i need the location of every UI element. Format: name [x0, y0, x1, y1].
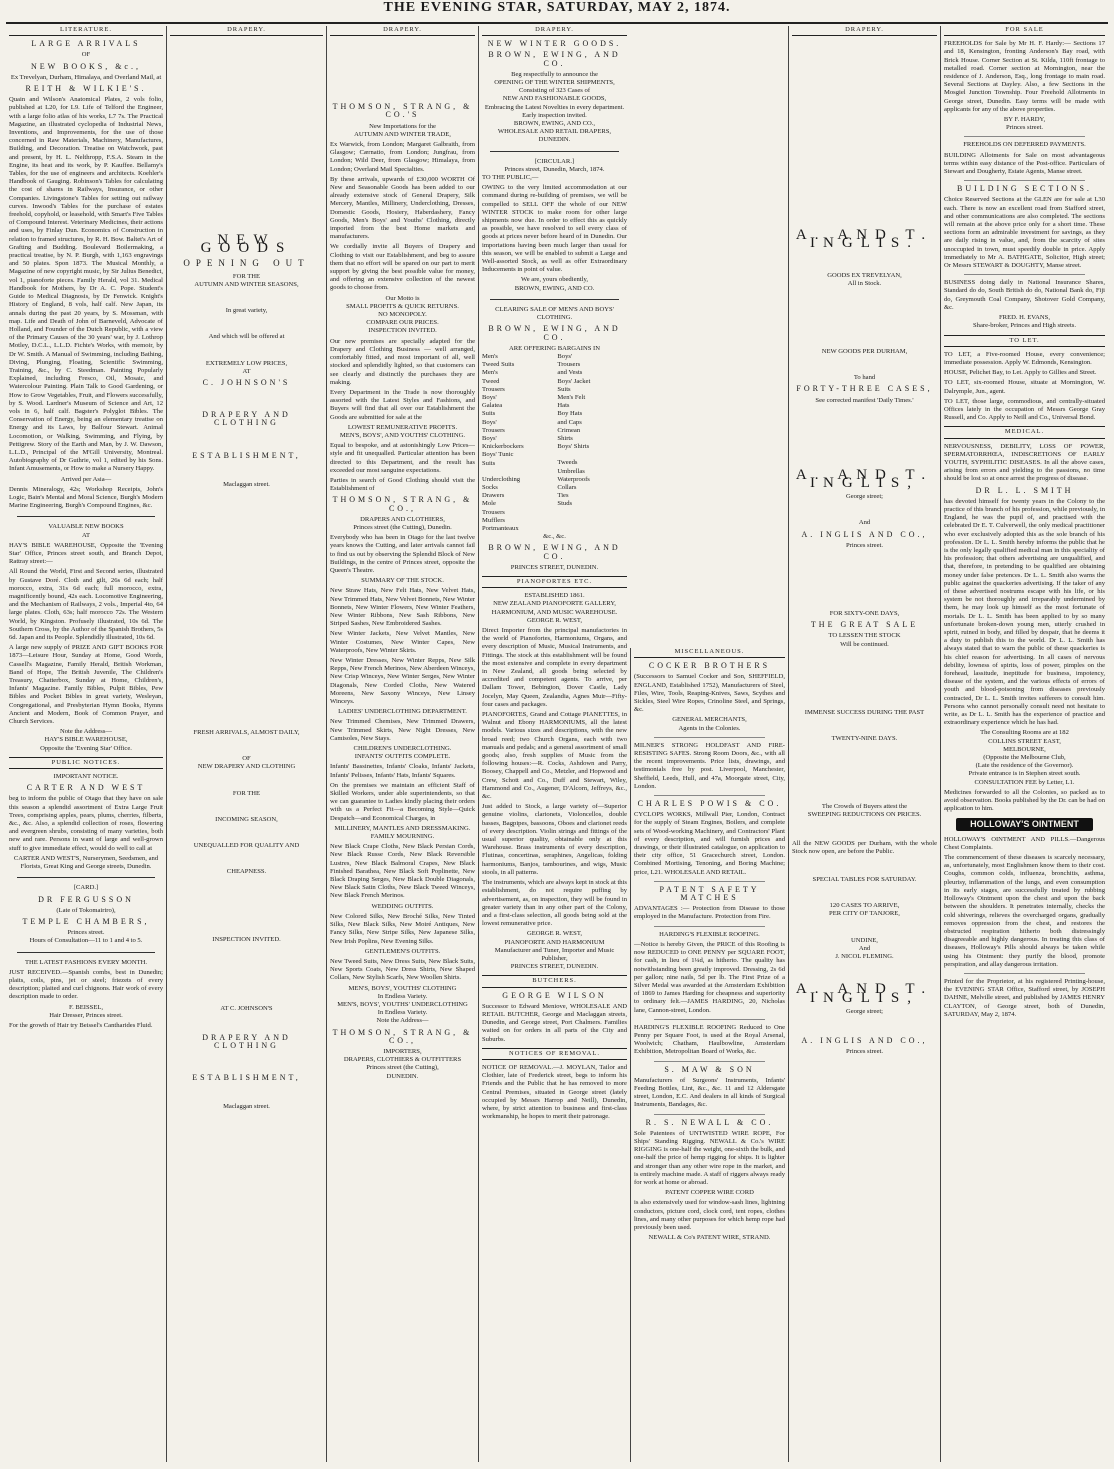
- headline: DRAPERS AND CLOTHIERS,: [360, 515, 445, 523]
- headline: PATENT SAFETY MATCHES: [659, 884, 760, 903]
- headline: ESTABLISHMENT,: [192, 450, 301, 460]
- divider: [964, 973, 1085, 974]
- headline: NEW BOOKS, &c.,: [31, 61, 141, 71]
- advert-text: Will be continued.: [840, 640, 889, 648]
- advert-text: Our Motto is: [385, 294, 420, 302]
- list-item: Studs: [557, 500, 573, 508]
- advert-text: We cordially invite all Buyers of Drapery and Clothing to visit our Establishment, and beg to assure them that no effort will be spared on our part to merit support by giving the best possible value for money, and offering an extensive collection of the newest goods to choose from.: [330, 243, 475, 292]
- section-head: PIANOFORTES ETC.: [482, 576, 627, 588]
- headline: NEW AND FASHIONABLE GOODS,: [502, 95, 607, 103]
- headline: DRAPERY AND CLOTHING: [202, 410, 291, 428]
- headline: DRAPERS, CLOTHIERS & OUTFITTERS: [343, 1056, 462, 1064]
- divider: [17, 952, 155, 953]
- headline: OPENING OUT: [183, 257, 310, 268]
- list-item: Crimean Shirts: [557, 426, 581, 442]
- headline: DR FERGUSSON: [38, 894, 134, 904]
- address: Princes street (the Cutting), Dunedin.: [353, 523, 452, 531]
- advert-text: HARDING'S FLEXIBLE ROOFING Reduced to One Penny per Square Foot, is used at the Royal Arsenal, Woolwich; Chatham, Haulbowline, Amsterdam Exhibition, Metropolitan Board of Works, &c.: [634, 1023, 785, 1056]
- headline: TEMPLE CHAMBERS,: [22, 916, 150, 926]
- list-item: Boys' Jacket Suits: [557, 377, 591, 393]
- firm-name: A. AND T. INGLIS,: [795, 466, 934, 492]
- list-item: Portmanteaux: [482, 524, 519, 532]
- advert-text: Ex Warwick, from London; Margaret Galbraith, from Glasgow; Cærnatio, from London; Jungfrau, from London; Wild Deer, from Glasgow; Himalaya, from London; Overland Mail Specialties.: [330, 141, 475, 173]
- advert-text: In Endless Variety.: [377, 992, 428, 1000]
- column-drapery-brown: [478, 26, 630, 1462]
- divider: [490, 151, 619, 152]
- headline: MEN'S, BOYS', YOUTHS' CLOTHING: [348, 984, 457, 992]
- divider: [654, 926, 765, 927]
- advert-text: HOUSE, Pelichet Bay, to Let. Apply to Gillies and Street.: [944, 369, 1097, 377]
- book-list: Quain and Wilson's Anatomical Plates, 2 vols folio, published at L20, for L9. Life of Telford the Engineer, with a large folio atlas of his works, L7 7s. The Practical Magazine, an illustrated cyclopedia of Industrial News, Inventions, and Improvements, for the use of those concerned in Raw Materials, Machinery, Manufactures, Building, and Decoration. Treatise on Watchwork, past and present, by H. L. Nelthropp, F.S.A. Steam in the Engine, its heat and its work, by P. Kauffee. Bellamy's Tables, for the use of engineers and architects. Koehler's Handbook of Gauging. Robinson's Tables for calculating the cost of shares in Railways, Insurance, or other Companies. Livingstone's Tables for setting out railway curves. Inwood's Tables for the purchase of estates freehold, copyhold, or leasehold, with Smart's Five Tables of Compound Interest. Veterinary Medicines, their actions and uses, by Finlay Dun. Economics of Construction in relation to framed structures, by R. H. Bow. Baltet's Art of Grafting and Budding. Boulevard Boilermaking, a practical treatise, by N. P. Burgh, with 1,163 engravings and 50 plates. Spon 1873. The Musical Monthly, a Magazine of new copyright music, by Sir Julius Benedict, vol 1, pianoforte pieces. Family Herald, vol 31. Medical Handbook for Mothers, by Dr A. C. Pope. Student's Guide to Medical Diagnosis, by Dr Fenwick. Knight's History of England, 8 vols, half calf. New Japan, its annals during the past 20 years, by S. Mossman, with map. Life and Death of John of Barneveld, Advocate of Holland, and Founder of the Dutch Republic, with a view of the Primary Causes of the 30 years' war, by J. Lothrop Motley, D.C.L., L.L.D. Fichte's Works, with memoir, by Dr W. Smith. A Manual of Swimming, including Bathing, Diving, Plunging, Floating, Scientific Swimming, Training, &c., by C. Steedman. Painting Popularly Explained, including Fresco, Oil, Mosaic, and Watercolour Painting. Plain Talk to Good Gardening, or How to Grow Vegetables, Fruit, and Flowers successfully, by S. Wood. Lardner's Museum of Science and Art, 12 vols in 6, half calf. Bagster's Polyglot Bibles. The Conservation of Energy, being an elementary treatise on Energy and its Laws, by Balfour Stewart. Animal Locomotion, or Walking, Swimming, and Flying, by Pettigrew. Story of the Earth and Man, by J. W. Dawson, L.L.D., Principal of the M'Gill University, Montreal. Autobiography of Dr Guthrie, vol 1, edited by his Sons. Infant Amusements, or How to make a Nursery Happy.: [9, 96, 163, 473]
- advert-text: Parties in search of Good Clothing should visit the Establishment of: [330, 476, 475, 493]
- advert-text: CONSULTATION FEE by Letter, L1.: [974, 778, 1075, 786]
- advert-text: ADVANTAGES :— Protection from Disease to those employed in the Manufacture. Protection from Fire.: [634, 905, 785, 921]
- advert-text: beg to inform the public of Otago that they have on sale this season a splendid assortment of Extra Large Fruit Trees, comprising apples, pears, plums, cherries, filberts, &c., &c. Also, a splendid collection of roses, flowering and evergreen shrubs, consisting of many varieties, both new and rare. Persons in want of large and well-grown stuff to give immediate effect, would do well to call at: [9, 795, 163, 852]
- book-list: Dennis Mineralogy, 42s; Workshop Receipts, John's Logic, Bain's Mental and Moral Science, Burgh's Modern Marine Engineering, Burgh's Compound Engines, &c.: [9, 485, 163, 510]
- imprint: Printed for the Proprietor, at his registered Printing-house, the EVENING STAR Office, Stafford street, by JOSEPH DAHNE, Melville street, and published by JAMES HENRY CLAYTON, of George street, both of Dunedin, SATURDAY, May 2, 1874.: [944, 977, 1105, 1018]
- column-for-sale: [940, 26, 1108, 1462]
- headline: THE LATEST FASHIONS EVERY MONTH.: [24, 958, 148, 966]
- divider: [17, 877, 155, 878]
- advertiser-name: GEORGE R. WEST,: [526, 930, 583, 938]
- advert-text: All in Stock.: [847, 279, 882, 287]
- advertiser-name: COCKER BROTHERS: [648, 661, 771, 671]
- seller-name: REITH & WILKIE'S.: [25, 84, 147, 94]
- date-line: Princes street, Dunedin, March, 1874.: [504, 165, 605, 173]
- arrived-text: Arrived per Asia—: [60, 475, 112, 483]
- list-item: Collars: [557, 483, 577, 491]
- headline: WEDDING OUTFITS.: [371, 902, 434, 910]
- advertiser-name: CHARLES POWIS & CO.: [637, 799, 782, 809]
- advert-text: FOR THE: [232, 272, 261, 280]
- address: (Late the residence of the Governor).: [975, 762, 1074, 770]
- headline: MEN'S, BOYS', AND YOUTHS' CLOTHING.: [339, 431, 466, 439]
- headline: MILLINERY, MANTLES AND DRESSMAKING.: [334, 824, 471, 832]
- list-item: Boys' Tunic Suits: [482, 451, 514, 467]
- advert-text: Beg respectfully to announce the: [511, 70, 598, 78]
- advert-text: Manufacturers of Surgeons' Instruments, Infants' Feeding Bottles, Lint, &c., &c. 11 and 12 Aldersgate street, London, E.C. And dealers in all kinds of Surgical Instruments, Bandages, &c.: [634, 1076, 785, 1109]
- advert-text: has devoted himself for twenty years in the Colony to the practice of this branch of his profession, while previously, in England, he was the pupil of, and practised with the celebrated Dr E. T. Culverwell, the only medical practitioner who ever exclusively adopted this as the sole branch of his profession. Dr L. L. Smith hereby informs the public that he is the only legally qualified medical man in this speciality of his profession; that others advertising are unqualified, and that, therefore, in pretending to be qualified are obtaining money under false pretences. Dr L. L. Smith also warns the public against the quackeries advertising. If the taker of any of these advertised nostrums escape with his life, or his system be not thoroughly and irreparably undermined by them, he may look up himself as the most fortunate of mortals. Dr L. L. Smith has been applied to by so many unfortunate broken-down young men, utterly crushed in spirit, ruined in body, and filled by despair, that he deems it a duty to publish this to the world. Dr L. L. Smith has always stated that to warn the public of these quackeries is his chief reason for advertising. In all cases of nervous debility, lowness of spirits, loss of power, pimples on the forehead, lassitude, ineptitude for business, impotency, disease of the system, and the various effects of errors of youth and blood-poisoning from diseases previously contracted, Dr L. L. Smith invites sufferers to consult him. Persons who cannot personally consult need not hesitate to write, as Dr L. L. Smith has the experience of practice and extraordinary experience which he has had.: [944, 497, 1105, 727]
- advert-text: Hair Dresser, Princes street.: [49, 1011, 123, 1019]
- firm-name: A. INGLIS AND CO.,: [801, 1035, 928, 1045]
- headline: MEN'S, BOYS', YOUTHS' UNDERCLOTHING: [337, 1000, 468, 1008]
- advert-text: HAY'S BIBLE WAREHOUSE, Opposite the 'Evening Star' Office, Princes street south, and Branch Depot, Rattray street:—: [9, 541, 163, 566]
- advert-text: And: [858, 944, 871, 952]
- section-head: LITERATURE.: [9, 26, 163, 36]
- list-item: Tweeds: [557, 459, 578, 467]
- advert-text: Choice Reserved Sections at the GLEN are for sale at L30 each. There is now an excellent road from Stafford street, and other communications are also completed. The sections will remain at the above price only for a short time. These sections form an admirable investment for savings, as they are daily rising in value, and, from the scarcity of sites unoccupied in town, must speedily double in price. Apply immediately to Mr A. BATHGATE, Solicitor, High street; Or Messrs STEWART & DOUGHTY, Manse street.: [944, 196, 1105, 270]
- address: Princes street.: [1006, 124, 1043, 132]
- address: Maclaggan street.: [223, 1103, 270, 1111]
- headline: GOODS EX TREVELYAN,: [827, 271, 902, 279]
- advert-text: Every Department in the Trade is now thoroughly assorted with the Latest Styles and Fashions, and Buyers will find that all over our Establishment the Goods are submitted for sale at the: [330, 388, 475, 421]
- salutation: TO THE PUBLIC,—: [482, 174, 539, 182]
- firm-name: A. INGLIS AND CO.,: [801, 529, 928, 539]
- advert-text: OF: [242, 755, 251, 763]
- headline: IMMENSE SUCCESS DURING THE PAST: [804, 708, 925, 716]
- address: (Opposite the Melbourne Club,: [983, 754, 1066, 762]
- section-head: MEDICAL.: [944, 426, 1105, 438]
- list-item: Ties: [557, 492, 569, 500]
- headline: ESTABLISHED 1861.: [524, 592, 585, 600]
- book-list: All Round the World, First and Second series, illustrated by Gustave Doré. Cloth and gilt, 26s 6d each; half morocco, extra, 31s 6d each; full morocco, extra, magnificently bound, 42s each. Locomotive Engineering, and the Mechanism of Railways, 2 vols., Imperial 4to, 64 large plates. Cloth, 63s; half morocco 72s. The Western World, by Kingston. Profusely illustrated, 10s 6d. The Southern Cross, by the Author of the Spanish Brothers, 5s 6d. Japan and its People. Splendidly illustrated, 10s 6d.: [9, 568, 163, 642]
- section-head: FOR SALE: [944, 26, 1105, 36]
- headline: INCOMING SEASON,: [215, 815, 278, 823]
- headline: WHOLESALE AND RETAIL DRAPERS,: [497, 128, 612, 136]
- section-head: PUBLIC NOTICES.: [9, 757, 163, 769]
- list-item: Men's Felt Hats: [557, 393, 586, 410]
- headline: SMALL PROFITS & QUICK RETURNS.: [346, 302, 459, 310]
- advert-text: (Successors to Samuel Cocker and Son, SHEFFIELD, ENGLAND, Established 1752), Manufacturers of Steel, Files, Wire, Tools, Reaping-Knives, Saws, Scythes and Sickles, Steel Wire Ropes, Crinoline Steel, and Springs, &c.: [634, 673, 785, 714]
- address: George street;: [845, 493, 884, 501]
- list-item: Underclothing: [482, 475, 521, 483]
- divider: [964, 136, 1085, 137]
- section-head: BUTCHERS.: [482, 975, 627, 987]
- list-item: Boys' Knickerbockers: [482, 434, 524, 451]
- advert-text: HOLLOWAY'S OINTMENT AND PILLS.—Dangerous Chest Complaints.: [944, 835, 1105, 851]
- list-item: Boy Hats and Caps: [557, 410, 583, 426]
- advert-text: is also extensively used for window-sash lines, lightning conductors, picture cord, clock cord, tent ropes, clothes lines, and many other purposes for which hemp rope had previously been used.: [634, 1199, 785, 1231]
- column-drapery-inglis: [788, 26, 940, 1462]
- address: COLLINS STREET EAST,: [988, 737, 1061, 745]
- address: DUNEDIN.: [538, 136, 571, 144]
- headline: NEW DRAPERY AND CLOTHING: [197, 763, 296, 771]
- headline: INSPECTION INVITED.: [368, 327, 437, 335]
- divider: [964, 180, 1085, 181]
- headline: AUTUMN AND WINTER SEASONS,: [194, 281, 299, 289]
- advert-text: NOTICE OF REMOVAL.—J. MOYLAN, Tailor and Clothier, late of Frederick street, begs to inform his Friends and the Public that he has removed to more Central Premises, situated in George street (lately occupied by Messrs Harrop and Neill), Dunedin, where, by strict attention to business and first-class workmanship, he hopes to merit their patronage.: [482, 1063, 627, 1121]
- headline: FORTY-THREE CASES,: [796, 384, 933, 394]
- headline: LARGE ARRIVALS: [31, 39, 141, 49]
- column-miscellaneous: [630, 648, 788, 1462]
- headline: SPECIAL TABLES FOR SATURDAY.: [812, 876, 917, 884]
- advertiser-name: DR L. L. SMITH: [975, 485, 1074, 495]
- note-address: Note the Address—: [376, 1017, 429, 1025]
- advert-text: OWING to the very limited accommodation at our command during re-building of premises, we will be compelled to SELL OFF the whole of our NEW WINTER STOCK to make room for other large shipments now due. In order to effect this as quickly as possible, we have resolved to sell every class of goods at prices never before heard of in Dunedin. Our importations having been much larger than usual for this season, we will be enabled to submit a Large and Well-assorted Stock, as well as offer Extraordinary Inducements in point of value.: [482, 184, 627, 274]
- headline: OF: [81, 51, 91, 59]
- headline: IMPORTANT NOTICE.: [53, 773, 119, 781]
- headline: J. NICOL FLEMING.: [835, 953, 894, 961]
- list-item: Boys' Galatea Suits: [482, 393, 503, 418]
- firm-name: THOMSON, STRANG, & CO.'S: [332, 102, 473, 120]
- advert-text: Princes street.: [67, 929, 105, 937]
- column-drapery-johnson: [166, 26, 326, 1462]
- headline: INFANTS' OUTFITS COMPLETE.: [354, 753, 451, 761]
- headline: NEW GOODS: [200, 232, 293, 257]
- headline: 120 CASES TO ARRIVE,: [829, 902, 900, 910]
- headline: PIANOFORTE AND HARMONIUM: [504, 938, 605, 946]
- headline: SUMMARY OF THE STOCK.: [361, 577, 444, 585]
- circular-label: [CIRCULAR.]: [534, 157, 575, 165]
- section-head: MISCELLANEOUS.: [634, 648, 785, 658]
- address: DUNEDIN.: [386, 1072, 419, 1080]
- headline: CHILDREN'S UNDERCLOTHING.: [353, 745, 452, 753]
- list-item: Boys' Shirts: [557, 443, 590, 451]
- headline: GENTLEMEN'S OUTFITS.: [364, 947, 441, 955]
- firm-name: A. AND T. INGLIS.: [795, 227, 934, 252]
- advertiser-name: FRED. H. EVANS,: [999, 314, 1050, 322]
- note-address: Note the Address—: [59, 728, 112, 736]
- headline: TO LESSEN THE STOCK: [828, 632, 901, 640]
- advert-text: AT: [242, 367, 251, 375]
- advert-text: New Straw Hats, New Felt Hats, New Velvet Hats, New Trimmed Hats, New Velvet Bonnets, New Winter Bonnets, New Winter Flowers, New Winter Feathers, New Winter Ribbons, New Sash Ribbons, New Striped Sashes, New Embroidered Sashes.: [330, 587, 475, 628]
- advert-text: New Tweed Suits, New Dress Suits, New Black Suits, New Sports Coats, New Dress Shirts, New Shaped Collars, New Stylish Scarfs, New Woollen Shirts.: [330, 957, 475, 982]
- firm-name: BROWN, EWING, AND CO.: [488, 50, 621, 68]
- advert-text: BUSINESS doing daily in National Insurance Shares, Standard do do, South British do do, National Bank do, Fiji do, Greymouth Coal Company, Shotover Gold Company, &c.: [944, 279, 1105, 311]
- advert-text: MILNER'S STRONG HOLDFAST AND FIRE-RESISTING SAFES. Strong Room Doors, &c., with all the recent improvements. Price lists, drawings, and testimonials free by post. Liverpool, Manchester, Sheffield, Leeds, Hull, and 47a, Moorgate street, City, London.: [634, 741, 785, 790]
- column-drapery-thomson: [326, 26, 478, 1462]
- headline: CHEAPNESS.: [226, 868, 267, 876]
- firm-name: BROWN, EWING, AND CO.: [488, 324, 621, 342]
- divider: [17, 516, 155, 517]
- advert-text: Hours of Consultation—11 to 1 and 4 to 5.: [29, 937, 143, 945]
- advert-text: FOR THE: [232, 789, 261, 797]
- advertiser-name: BY F. HARDY,: [1003, 116, 1046, 124]
- address: MELBOURNE,: [1003, 745, 1046, 753]
- headline: FAMILY MOURNING.: [370, 833, 435, 841]
- advert-text: Successor to Edward Meniove, WHOLESALE AND RETAIL BUTCHER, George and Maclaggan streets, Dunedin, and George street, Port Chalmers. Families waited on for orders in all parts of the City and Suburbs.: [482, 1002, 627, 1043]
- headline: AT C. JOHNSON'S: [220, 1004, 273, 1012]
- headline: NO MONOPOLY.: [378, 311, 427, 319]
- headline: VALUABLE NEW BOOKS: [48, 523, 124, 531]
- headline: LOWEST REMUNERATIVE PROFITS.: [347, 423, 458, 431]
- headline: SWEEPING REDUCTIONS ON PRICES.: [807, 811, 922, 819]
- divider: [654, 1019, 765, 1020]
- advert-text: Private entrance is in Stephen street south.: [968, 770, 1081, 778]
- advert-text: FREEHOLDS for Sale by Mr H. F. Hardy:— Sections 17 and 18, Kensington, fronting Anderson's Bay road, with Brick House. Corner Section at St. Kilda, 110ft frontage to metalled road. Corner section at Mornington, near the residence of J. Anderson, Esq., long frontage to main road. Several Sections at Dayley. Also, a few Sections in the Mosgiel Junction Township. Four Freehold Allotments in George street, Dunedin. Easy terms will be made with applicants for any of the above properties.: [944, 40, 1105, 113]
- advert-text: The Crowds of Buyers attest the: [821, 803, 908, 811]
- advert-text: New Black Crape Cloths, New Black Persian Cords, New Black Russe Cords, New Black Reversible Lustres, New Black Balmoral Crapes, New Black Finished Barathea, New Black Soft Poplinette, New Black Draping Serges, New Black Double Diagonals, New Black Satin Cloths, New Black Tweed Winceys, New Black French Merinos.: [330, 843, 475, 900]
- bargain-list-right: [557, 353, 627, 533]
- section-head: DRAPERY.: [330, 26, 475, 36]
- headline: AT: [81, 531, 91, 539]
- advert-text: New Winter Jackets, New Velvet Mantles, New Winter Costumes, New Winter Capes, New Waterproofs, New Winter Skirts.: [330, 630, 475, 654]
- book-list: A large new supply of PRIZE AND GIFT BOOKS FOR 1873—Leisure Hour, Sunday at Home, Good Words, Cassell's Magazine, Family Herald, British Workman, Band of Hope, The British Juvenile, The Children's Treasury, Chatterbox, Sunday at Home, Children's, Infants' Magazine. Family Bibles, Pulpit Bibles, Pew Bibles and Pocket Bibles in great variety, Wesleyan, Congregational, and Presbyterian Hymn Books, Hymns Ancient and Modern, Book of Common Prayer, and Church Services.: [9, 644, 163, 726]
- headline: ARE OFFERING BARGAINS IN: [508, 344, 601, 352]
- holloway-banner: HOLLOWAY'S OINTMENT: [956, 818, 1093, 830]
- intro-text: Ex Trevelyan, Durham, Himalaya, and Overland Mail, at: [10, 73, 162, 81]
- advertiser-name: CARTER AND WEST'S, Nurserymen, Seedsmen, and Florists, Great King and George streets, Dunedin.: [13, 854, 159, 871]
- advertiser-name: GEORGE WILSON: [502, 990, 607, 1000]
- firm-name: BROWN, EWING, AND CO.: [488, 543, 621, 561]
- divider: [654, 737, 765, 738]
- advert-text: All the NEW GOODS per Durham, with the whole Stock now open, are before the Public.: [792, 839, 937, 855]
- headline: HARDING'S FLEXIBLE ROOFING.: [659, 930, 760, 938]
- advert-text: Direct Importer from the principal manufactories in the world of Pianofortes, Harmoniums, Organs, and every description of Music, Musical Instruments, and Fittings. The stock at this establishment will be found the most extensive and complete in every department in New Zealand, all goods being selected by accredited and competent agents. To arrive, per Dallam Tower, Bebington, Dover Castle, Lady Jocelyn, May Queen, Zealandia, Agnes Muir—Fifty-four cases and packages.: [482, 627, 627, 708]
- divider: [654, 1061, 765, 1062]
- headline: UNEQUALLED FOR QUALITY AND: [193, 842, 300, 850]
- advert-text: Our new premises are specially adapted for the Drapery and Clothing Business — well arranged, comfortably fitted, and most important of all, well stocked and splendidly lighted, so that customers can see clearly and distinctly the purchases they are making.: [330, 337, 475, 386]
- divider: [654, 881, 765, 882]
- advert-text: On the premises we maintain an efficient Staff of Skilled Workers, under able superintendents, so that we can guarantee to Ladies kindly placing their orders with us a Perfect Fit—a Becoming Style—Quick Despatch—and Economical Charges, in: [330, 781, 475, 822]
- section-head: NOTICES OF REMOVAL.: [482, 1048, 627, 1060]
- headline: LADIES' UNDERCLOTHING DEPARTMENT.: [338, 708, 467, 716]
- headline: CARTER AND WEST: [26, 783, 146, 793]
- address: Maclaggan street.: [223, 480, 270, 488]
- advertiser-name: F. BEISSEL,: [68, 1003, 104, 1011]
- list-item: Mufflers: [482, 516, 505, 524]
- firm-name: BROWN, EWING, AND CO.: [514, 284, 595, 292]
- advert-text: See corrected manifest 'Daily Times.': [815, 396, 914, 404]
- address: George street;: [845, 1007, 884, 1015]
- advert-text: BUILDING Allotments for Sale on most advantageous terms within easy distance of the Post-office. Particulars of Stewart and Dougherty, Estate Agents, Manse street.: [944, 151, 1105, 176]
- advert-text: In Endless Variety.: [377, 1009, 428, 1017]
- advert-text: The instruments, which are always kept in stock at this establishment, do not require puffing by advertisement, as, on inspection, they will be found in greater variety than in any other part of the Colony, and a first-class selection, all goods being sold at the lowest remunerative price.: [482, 879, 627, 928]
- advert-text: Embracing the Latest Novelties in every department. Early inspection invited.: [484, 103, 625, 119]
- bargain-list-left: [482, 353, 552, 533]
- advert-text: To hand: [853, 374, 876, 382]
- headline: AUTUMN AND WINTER TRADE,: [354, 130, 451, 138]
- divider: [490, 299, 619, 300]
- headline: CLEARING SALE OF MEN'S AND BOYS' CLOTHING.: [495, 305, 614, 322]
- advert-text: Equal to bespoke, and at astonishingly Low Prices—style and fit unequalled. Particular attention has been directed to this Department, and the result has exceeded our most sanguine expectations.: [330, 442, 475, 474]
- advert-text: New Trimmed Chemises, New Trimmed Drawers, New Trimmed Skirts, New Night Dresses, New Camisoles, New Stays.: [330, 718, 475, 742]
- list-item: Umbrellas: [557, 467, 585, 475]
- advertiser-name: S. MAW & SON: [664, 1064, 755, 1074]
- section-head: DRAPERY.: [792, 26, 937, 36]
- headline: FREEHOLDS ON DEFERRED PAYMENTS.: [963, 141, 1086, 149]
- advert-text: —Notice is hereby Given, the PRICE of this Roofing is now REDUCED to ONE PENNY per SQUARE FOOT, for cash, in lieu of 1¼d, as hitherto. The quality has notwithstanding been greatly improved. Dressing, 2s 6d per gallon; nine nails, 5d per lb. The First Prize of a Silver Medal was awarded at the Amsterdam Exhibition of 1869 to James Harding for cheapness and superiority to ordinary felt.—JAMES HARDING, 20, Nicholas lane, Cannon-street, London.: [634, 940, 785, 1014]
- headline: IMPORTERS,: [383, 1047, 422, 1055]
- list-item: Waterproofs: [557, 475, 590, 483]
- headline: PER CITY OF TANJORE,: [829, 910, 900, 918]
- advert-text: New Winter Dresses, New Winter Repps, New Silk Repps, New French Merinos, New Aberdeen Winceys, New Crisp Winceys, New Winter Serges, New Winter Diagonals, New Corded Cloths, New Watered Moreens, New Saxony Winceys, New Linsey Winceys.: [330, 657, 475, 706]
- section-head: TO LET.: [944, 335, 1105, 347]
- advert-text: Agents in the Colonies.: [678, 724, 741, 732]
- headline: DRAPERY AND CLOTHING: [202, 1032, 291, 1051]
- advert-text: And: [858, 519, 871, 527]
- firm-name: BROWN, EWING, AND CO.,: [513, 120, 596, 128]
- advert-text: Infants' Bassinettes, Infants' Cloaks, Infants' Jackets, Infants' Pelisses, Infants' Hats, Infants' Squares.: [330, 763, 475, 779]
- advertiser-name: HAY'S BIBLE WAREHOUSE,: [44, 736, 128, 744]
- advertiser-name: NEWALL & Co's PATENT WIRE, STRAND.: [648, 1234, 771, 1242]
- headline: FOR SIXTY-ONE DAYS,: [829, 610, 900, 618]
- address: Princes street (the Cutting),: [366, 1064, 439, 1072]
- advert-text: In great variety,: [225, 307, 268, 315]
- card-label: [CARD.]: [73, 884, 99, 892]
- headline: UNDINE,: [851, 936, 878, 944]
- firm-name: THOMSON, STRANG, & CO.,: [332, 495, 473, 513]
- list-item: Boys' Trousers: [482, 418, 505, 434]
- advert-text: CYCLOPS WORKS, Millwall Pier, London, Contract for the supply of Steam Engines, Boilers, and complete sets of Wood-working Machinery, and Contractors' Plant of every description, and will furnish prices and drawings, or their illustrated catalogue, on application to their city office, 51 Gracechurch street, London. Combined Mortising, Tenoning, and Boring Machine; price, L21. WHOLESALE AND RETAIL.: [634, 811, 785, 876]
- advertiser-name: GEORGE R. WEST,: [526, 616, 583, 624]
- advert-text: Sole Patentees of UNTWISTED WIRE ROPE, For Ships' Standing Rigging. NEWALL & Co.'s WIRE RIGGING is one-half the weight, one-sixth the bulk, and one-half the price of hemp rigging for ships. It is lighter and stronger than any other wire rope in the market, and is entirely machine made. A staff of riggers always ready for work at home or abroad.: [634, 1129, 785, 1186]
- advert-text: The commencement of these diseases is scarcely necessary, as, unfortunately, most Englishmen know them to their cost. Coughs, common colds, influenza, bronchitis, asthma, pleurisy, inflammation of the lungs, and even consumption in its early stages, are successfully treated by rubbing Holloway's Ointment upon the chest and upon the back between the shoulders. It penetrates internally, checks the cold shiverings, relieves the overcharged organs, gradually removes oppression from the chest, and restores the obstructed respiration hitherto both distressingly disagreeable and highly dangerous. In treating this class of diseases, Holloway's Pills should always be taken while using his Ointment: they purify the blood, promote perspiration, and allay dangerous irritation.: [944, 854, 1105, 968]
- divider: [654, 1114, 765, 1115]
- advert-text: &c., &c.: [543, 533, 566, 541]
- advert-text: New Importations for the: [369, 122, 436, 130]
- masthead-rule: [6, 22, 1108, 24]
- headline: NEW WINTER GOODS.: [487, 39, 622, 49]
- advert-text: The Consulting Rooms are at 182: [980, 729, 1069, 737]
- advert-text: TO LET, a Five-roomed House, every convenience; immediate possession. Apply W. Edmonds, Kensington.: [944, 350, 1105, 366]
- address: Share-broker, Princes and High streets.: [972, 322, 1076, 330]
- headline: TWENTY-NINE DAYS.: [831, 735, 898, 743]
- address: PRINCES STREET, DUNEDIN.: [510, 963, 599, 971]
- section-head: DRAPERY.: [170, 26, 323, 36]
- firm-name: THOMSON, STRANG, & CO.,: [332, 1027, 473, 1045]
- advert-text: Consisting of 323 Cases of: [518, 87, 591, 95]
- advert-text: We are, yours obediently,: [521, 276, 588, 284]
- advert-text: By these arrivals, upwards of £30,000 WORTH Of New and Seasonable Goods has been added to our already extensive stock of General Drapery, Silk Mercery, Mantles, Millinery, Underclothing, Dresses, Domestic Goods, Hosiery, Haberdashery, Fancy Goods, Men's Boys' and Youths' Clothing, directly imported from the best Home markets and manufacturers.: [330, 175, 475, 241]
- advert-text: Manufacturer and Tuner, Importer and Music Publisher,: [494, 946, 615, 962]
- headline: NEW GOODS PER DURHAM,: [821, 348, 908, 356]
- column-literature: [6, 26, 166, 1462]
- list-item: Drawers: [482, 492, 505, 500]
- headline: BUILDING SECTIONS.: [957, 184, 1092, 194]
- firm-name: A. AND T. INGLIS,: [795, 981, 934, 1006]
- advert-text: Everybody who has been in Otago for the last twelve years knows the Cutting, and later arrivals cannot fail to find us out by observing the Splendid Block of New Buildings, in the centre of Princes street, opposite the Queen's Theatre.: [330, 534, 475, 574]
- advert-text: Medicines forwarded to all the Colonies, so packed as to avoid observation. Books published by the Dr. can be had on application to him.: [944, 788, 1105, 813]
- advert-text: (Late of Tokomairiro),: [56, 906, 116, 914]
- advertiser-name: R. S. NEWALL & CO.: [645, 1117, 774, 1127]
- list-item: Men's Tweed Trousers: [482, 369, 505, 393]
- headline: C. JOHNSON'S: [202, 378, 291, 388]
- advert-text: For the growth of Hair try Beissel's Cantharides Fluid.: [9, 1021, 153, 1029]
- headline: NEW ZEALAND PIANOFORTE GALLERY, HARMONIUM, AND MUSIC WAREHOUSE.: [491, 600, 618, 616]
- advert-text: TO LET, those large, commodious, and centrally-situated Offices lately in the occupation of Messrs George Gray Russell, and Co. Apply to Neill and Co., Universal Bond.: [944, 397, 1105, 422]
- headline: GENERAL MERCHANTS,: [672, 716, 747, 724]
- advert-text: PIANOFORTES, Grand and Cottage PIANETTES, in Walnut and Ebony HARMONIUMS, all the latest models. Various sizes and descriptions, with the new broad reed; two Church Organs, each with two manuals and pedals; and a general assortment of small goods; also, fresh supplies of Music from the following houses:—R. Cocks, Ashdown and Parry, Boosey, Chappell and Co., Metzler, and Hopwood and Crew, Schott and Co., Duff and Stewart, Wiley, Hammond and Co., Augener, D'Alcorn, Jeffreys, &c., &c.: [482, 711, 627, 801]
- headline: PATENT COPPER WIRE CORD: [665, 1189, 754, 1197]
- masthead: THE EVENING STAR, SATURDAY, MAY 2, 1874.: [383, 0, 731, 15]
- address: PRINCES STREET, DUNEDIN.: [510, 563, 599, 571]
- list-item: Mole Trousers: [482, 500, 505, 516]
- advert-text: NERVOUSNESS, DEBILITY, LOSS OF POWER, SPERMATORRHŒA, INDISCRETIONS OF EARLY YOUTH, SYPHILITIC DISEASES. In all the above cases, arising from errors and yielding to the passions, no time should be lost so at once arrest the progress of disease.: [944, 442, 1105, 483]
- advertiser-address: Opposite the 'Evening Star' Office.: [40, 744, 132, 752]
- address: Princes street.: [846, 1048, 883, 1056]
- headline: EXTREMELY LOW PRICES,: [205, 359, 288, 367]
- advert-text: TO LET, six-roomed House, situate at Mornington, W. Dalrymple, Jun., agent.: [944, 379, 1105, 395]
- bargain-list: [482, 353, 627, 533]
- headline: OPENING OF THE WINTER SHIPMENTS,: [494, 79, 615, 87]
- section-head: DRAPERY.: [482, 26, 627, 36]
- list-item: Men's Tweed Suits: [482, 352, 515, 369]
- divider: [964, 274, 1085, 275]
- headline: THE GREAT SALE: [810, 620, 919, 630]
- headline: FRESH ARRIVALS, ALMOST DAILY,: [193, 729, 300, 737]
- advert-text: JUST RECEIVED.—Spanish combs, best in Dunedin; plaits, coils, pins, jet or steel; friezets of every description; plaited and curl chignons. Hair work of every description made to order.: [9, 968, 163, 1001]
- advert-text: New Colored Silks, New Broché Silks, New Tinted Silks, New Black Silks, New Moiré Antiques, New Fancy Silks, New Stripe Silks, New Japanese Silks, New Irish Poplins, New Evening Silks.: [330, 912, 475, 945]
- headline: INSPECTION INVITED.: [212, 936, 281, 944]
- list-item: Socks: [482, 483, 498, 491]
- address: Princes street.: [846, 541, 883, 549]
- list-item: Boys' Trousers and Vests: [557, 352, 583, 377]
- advert-text: Just added to Stock, a large variety of—Superior genuine violins, clarionets, Violoncellos, double basses, Bagpipes, bassoons, Oboes and clarionet reeds of every description. Violin strings and fittings of the usual superior quality, obtainable only at this Warehouse. Brass instruments of every description, Flutinas, concertinas, seraphines, Angelicas, folding harmoniums, Banjos, tambourines, and wigs, Music stools, in all patterns.: [482, 803, 627, 876]
- headline: ESTABLISHMENT,: [192, 1073, 301, 1083]
- advert-text: And which will be offered at: [208, 333, 285, 341]
- divider: [654, 795, 765, 796]
- headline: COMPARE OUR PRICES.: [366, 319, 439, 327]
